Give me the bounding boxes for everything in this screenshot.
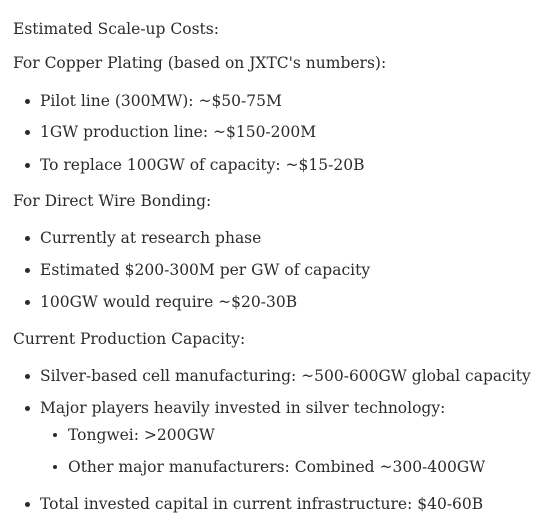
list-item: Silver-based cell manufacturing: ~500-600GW global capacity xyxy=(13,365,533,397)
direct-wire-bonding-list xyxy=(13,227,533,313)
section-title-current-production-capacity: Current Production Capacity: xyxy=(13,330,246,348)
list-item-label: Major players heavily invested in silver technology: xyxy=(40,399,446,417)
list-item: To replace 100GW of capacity: ~$15-20B xyxy=(13,154,533,176)
list-item: Estimated $200-300M per GW of capacity xyxy=(13,259,533,291)
list-item: Total invested capital in current infrastructure: $40-60B xyxy=(13,493,533,515)
section-title-direct-wire-bonding: For Direct Wire Bonding: xyxy=(13,192,212,210)
section-title-copper-plating: For Copper Plating (based on JXTC's numbers): xyxy=(13,54,387,72)
sublist-item: Other major manufacturers: Combined ~300-400GW xyxy=(40,456,520,478)
list-item: Currently at research phase xyxy=(13,227,533,259)
major-players-sublist xyxy=(40,424,520,478)
list-item xyxy=(13,397,533,493)
page-heading: Estimated Scale-up Costs: xyxy=(13,20,219,38)
list-item: 100GW would require ~$20-30B xyxy=(13,291,533,313)
current-production-capacity-list xyxy=(13,365,533,515)
copper-plating-list xyxy=(13,90,533,176)
sublist-item: Tongwei: >200GW xyxy=(40,424,520,456)
list-item: 1GW production line: ~$150-200M xyxy=(13,121,533,154)
list-item: Pilot line (300MW): ~$50-75M xyxy=(13,90,533,121)
